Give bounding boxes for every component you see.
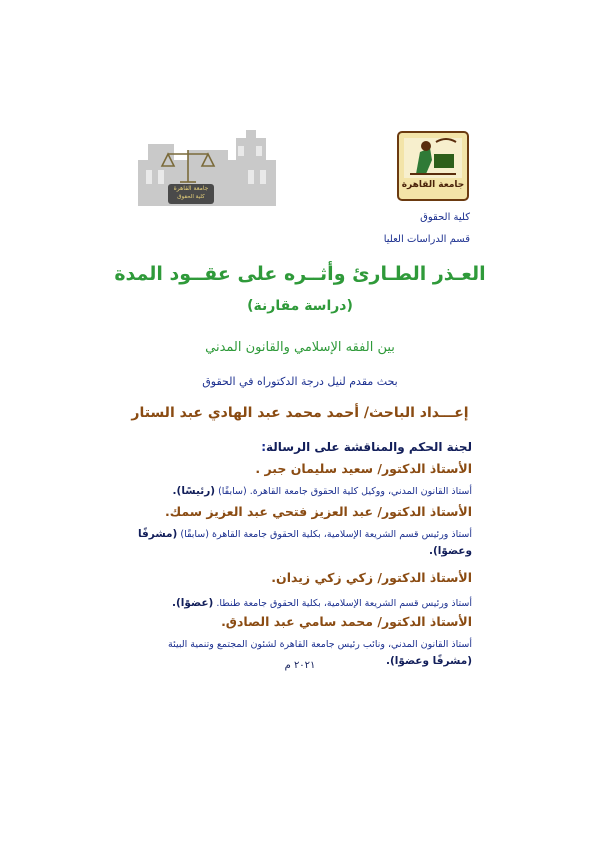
committee-member-name: الأستاذ الدكتور/ عبد العزيز فتحي عبد العزيز سمك. [164, 504, 472, 519]
thesis-between-line: بين الفقه الإسلامي والقانون المدني [205, 340, 395, 355]
committee-member-desc [132, 526, 472, 560]
member-role: (رئيسًا). [172, 485, 216, 497]
department-name: قسم الدراسات العليا [383, 234, 470, 245]
committee-member-name: الأستاذ الدكتور/ محمد سامي عبد الصادق. [221, 614, 472, 629]
degree-line: بحث مقدم لنيل درجة الدكتوراه في الحقوق [202, 375, 398, 388]
member-desc-text: أستاذ ورئيس قسم الشريعة الإسلامية، بكلية الحقوق جامعة القاهرة (سابقًا) [180, 529, 472, 540]
committee-heading-text: لجنة الحكم والمناقشة على الرسالة [266, 440, 472, 454]
member-desc-text: أستاذ القانون المدني، ووكيل كلية الحقوق جامعة القاهرة. (سابقًا) [218, 486, 472, 497]
thesis-subtitle: (دراسة مقارنة) [247, 298, 353, 314]
thesis-title: العـذر الطـارئ وأثــره على عقــود المدة [114, 263, 486, 285]
right-logo-text: جامعة القاهرة [401, 180, 465, 190]
committee-member-name: الأستاذ الدكتور/ سعيد سليمان جبر . [255, 461, 472, 476]
member-role: (مشرفًا وعضوًا). [137, 528, 472, 557]
date: ٢٠٢١ م [284, 660, 316, 671]
member-role: (مشرفًا وعضوًا). [385, 655, 472, 667]
left-logo-text-line2: كلية الحقوق [177, 194, 205, 200]
faculty-name: كلية الحقوق [420, 212, 470, 223]
committee-heading: لجنة الحكم والمناقشة على الرسالة: [261, 440, 472, 454]
cairo-university-logo [396, 130, 470, 202]
left-logo-text-line1: جامعة القاهرة [173, 185, 209, 192]
member-desc-text: أستاذ القانون المدني، ونائب رئيس جامعة القاهرة لشئون المجتمع وتنمية البيئة [168, 639, 472, 650]
member-role: (عضوًا). [172, 597, 214, 609]
member-desc-text: أستاذ ورئيس قسم الشريعة الإسلامية، بكلية الحقوق جامعة طنطا. [216, 598, 472, 609]
committee-member-desc [173, 483, 472, 500]
researcher-line: إعـــداد الباحث/ أحمد محمد عبد الهادي عبد الستار [131, 405, 469, 421]
committee-member-desc [172, 595, 472, 612]
committee-member-name: الأستاذ الدكتور/ زكي زكي زيدان. [271, 570, 472, 585]
faculty-of-law-logo [138, 130, 276, 206]
